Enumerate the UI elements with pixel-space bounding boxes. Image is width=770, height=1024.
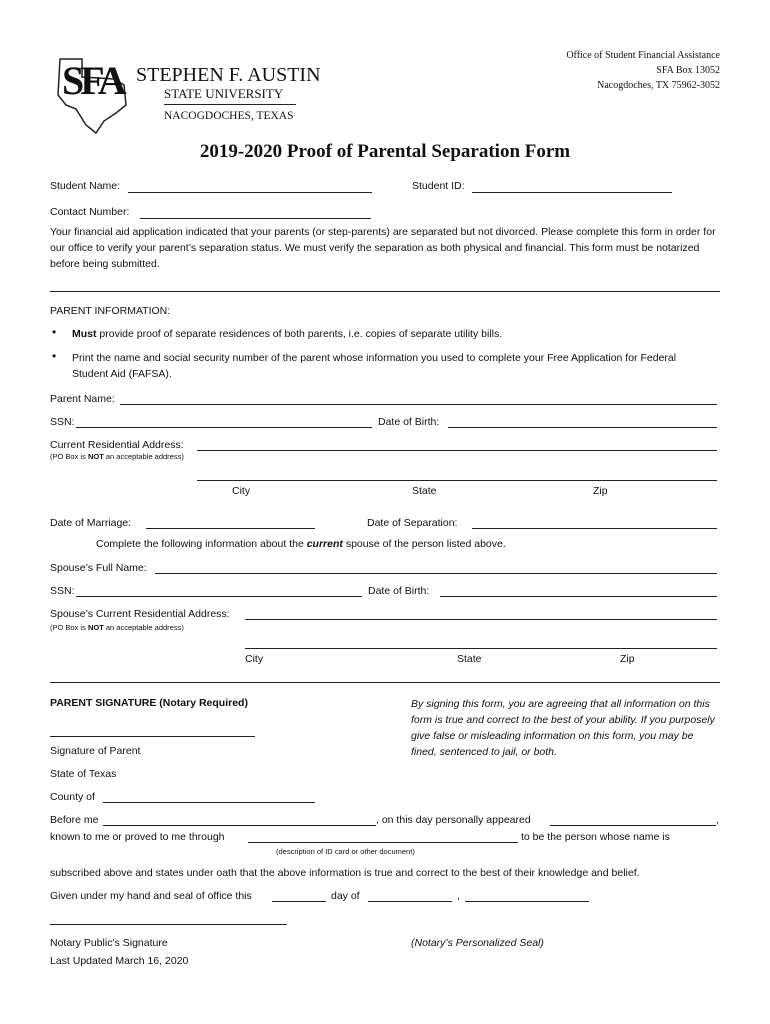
spouse-dob-field[interactable] <box>440 596 717 597</box>
subscribed-text: subscribed above and states under oath that the above information is true and correct to the best of their knowledge and belief. <box>50 867 640 879</box>
separation-label: Date of Separation: <box>367 517 458 529</box>
spouse-ssn-label: SSN: <box>50 585 75 597</box>
spouse-ssn-field[interactable] <box>76 596 362 597</box>
bullet-1-text: provide proof of separate residences of both parents, i.e. copies of separate utility bills. <box>96 328 503 340</box>
county-label: County of <box>50 791 95 803</box>
parent-address-field[interactable] <box>197 450 717 451</box>
bullet-2: Print the name and social security number of the parent whose information you used to complete your Free Application for Federal Student Aid (FAFSA). <box>72 352 677 380</box>
parent-state-label: State <box>412 485 437 497</box>
parent-signature-field[interactable] <box>50 736 255 737</box>
spouse-po-box-note: (PO Box is NOT an acceptable address) <box>50 623 184 632</box>
spouse-address-line2-field[interactable] <box>245 648 717 649</box>
appeared-label: , on this day personally appeared <box>376 814 531 826</box>
given-comma: , <box>457 890 460 902</box>
signature-label: Signature of Parent <box>50 745 141 757</box>
bullet-1-emphasis: Must <box>72 328 97 340</box>
spouse-address-field[interactable] <box>245 619 717 620</box>
parent-name-field[interactable] <box>120 404 717 405</box>
parent-address-label: Current Residential Address: <box>50 439 184 451</box>
spouse-state-label: State <box>457 653 482 665</box>
to-be-label: to be the person whose name is <box>521 831 670 843</box>
spouse-address-label: Spouse’s Current Residential Address: <box>50 608 230 620</box>
contact-label: Contact Number: <box>50 206 130 218</box>
last-updated: Last Updated March 16, 2020 <box>50 955 189 967</box>
spouse-zip-label: Zip <box>620 653 635 665</box>
parent-address-line2-field[interactable] <box>197 480 717 481</box>
notary-signature-label: Notary Public’s Signature <box>50 937 168 949</box>
bullet-dot: • <box>52 349 57 363</box>
office-city: Nacogdoches, TX 75962-3052 <box>597 80 720 91</box>
id-document-field[interactable] <box>248 842 518 843</box>
form-title: 2019-2020 Proof of Parental Separation Form <box>199 141 571 162</box>
notary-seal-label: (Notary’s Personalized Seal) <box>411 937 544 949</box>
student-name-label: Student Name: <box>50 180 121 192</box>
parent-info-heading: PARENT INFORMATION: <box>50 305 171 317</box>
appeared-comma: , <box>716 814 719 826</box>
notary-signature-field[interactable] <box>50 924 287 925</box>
marriage-field[interactable] <box>146 528 315 529</box>
spouse-name-label: Spouse’s Full Name: <box>50 562 147 574</box>
office-name: Office of Student Financial Assistance <box>566 50 720 61</box>
day-of-label: day of <box>331 890 360 902</box>
student-id-field[interactable] <box>472 192 672 193</box>
appeared-field[interactable] <box>550 825 716 826</box>
given-year-field[interactable] <box>465 901 589 902</box>
parent-ssn-field[interactable] <box>76 427 372 428</box>
given-day-field[interactable] <box>272 901 326 902</box>
spouse-city-label: City <box>245 653 264 665</box>
parent-dob-field[interactable] <box>448 427 717 428</box>
before-me-field[interactable] <box>103 825 376 826</box>
spouse-dob-label: Date of Birth: <box>368 585 430 597</box>
given-label: Given under my hand and seal of office this <box>50 890 252 902</box>
university-location: NACOGDOCHES, TEXAS <box>164 110 294 122</box>
student-id-label: Student ID: <box>412 180 465 192</box>
signature-heading: PARENT SIGNATURE (Notary Required) <box>50 697 248 709</box>
university-logo <box>52 47 132 135</box>
bullet-1 <box>72 328 502 340</box>
known-label: known to me or proved to me through <box>50 831 225 843</box>
separation-field[interactable] <box>472 528 717 529</box>
office-box: SFA Box 13052 <box>656 65 720 76</box>
id-document-note: (description of ID card or other document) <box>276 847 415 856</box>
contact-field[interactable] <box>140 218 371 219</box>
given-month-field[interactable] <box>368 901 452 902</box>
logo-letters: SFA <box>62 58 123 103</box>
bullet-dot: • <box>52 325 57 339</box>
spouse-name-field[interactable] <box>155 573 717 574</box>
parent-dob-label: Date of Birth: <box>378 416 440 428</box>
intro-paragraph: Your financial aid application indicated that your parents (or step-parents) are separated but not divorced. Please complete this form in order for our office to verify your parent’s separation status. We must verify the separation as both physical and financial. This form must be notarized before being submitted. <box>50 226 716 270</box>
marriage-label: Date of Marriage: <box>50 517 132 529</box>
student-name-field[interactable] <box>128 192 372 193</box>
parent-zip-label: Zip <box>593 485 608 497</box>
parent-ssn-label: SSN: <box>50 416 75 428</box>
spouse-intro: Complete the following information about the current spouse of the person listed above. <box>96 538 506 550</box>
notary-state: State of Texas <box>50 768 117 780</box>
parent-name-label: Parent Name: <box>50 393 115 405</box>
signature-disclaimer: By signing this form, you are agreeing that all information on this form is true and correct to the best of your ability. If you purposely give false or misleading information on this form, you may be fined, sentenced to jail, or both. <box>411 698 715 758</box>
university-name-line1: STEPHEN F. AUSTIN <box>136 64 321 86</box>
county-field[interactable] <box>103 802 315 803</box>
before-me-label: Before me <box>50 814 99 826</box>
university-name-line2: STATE UNIVERSITY <box>164 86 284 101</box>
parent-city-label: City <box>232 485 251 497</box>
po-box-note: (PO Box is NOT an acceptable address) <box>50 452 184 461</box>
